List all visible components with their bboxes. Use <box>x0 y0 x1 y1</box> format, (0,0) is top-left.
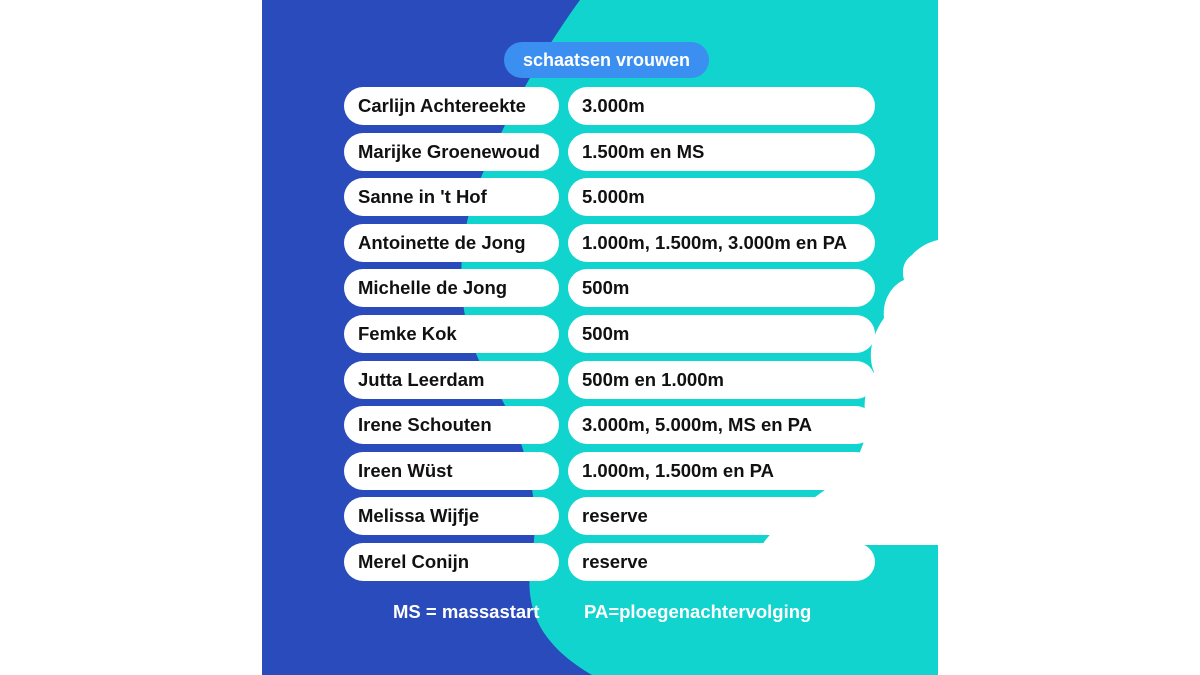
athlete-name: Merel Conijn <box>344 543 559 581</box>
athlete-row <box>344 269 876 307</box>
athlete-name: Michelle de Jong <box>344 269 559 307</box>
athlete-name: Carlijn Achtereekte <box>344 87 559 125</box>
athlete-events: 3.000m <box>568 87 875 125</box>
athlete-name: Jutta Leerdam <box>344 361 559 399</box>
legend-massastart: MS = massastart <box>393 601 540 622</box>
athlete-row <box>344 406 876 444</box>
athlete-row <box>344 543 876 581</box>
athlete-events: 1.000m, 1.500m, 3.000m en PA <box>568 224 875 262</box>
legend-ploegenachtervolging: PA=ploegenachtervolging <box>584 601 812 622</box>
athlete-row <box>344 497 876 535</box>
athlete-events: 500m <box>568 269 875 307</box>
athlete-row <box>344 315 876 353</box>
athlete-list <box>344 87 876 589</box>
athlete-row <box>344 452 876 490</box>
athlete-name: Ireen Wüst <box>344 452 559 490</box>
graphic-panel <box>262 0 938 675</box>
athlete-events: 500m <box>568 315 875 353</box>
athlete-name: Antoinette de Jong <box>344 224 559 262</box>
athlete-row <box>344 133 876 171</box>
athlete-name: Marijke Groenewoud <box>344 133 559 171</box>
athlete-events: 5.000m <box>568 178 875 216</box>
athlete-name: Melissa Wijfje <box>344 497 559 535</box>
athlete-name: Irene Schouten <box>344 406 559 444</box>
athlete-name: Femke Kok <box>344 315 559 353</box>
athlete-row <box>344 87 876 125</box>
athlete-events: 1.000m, 1.500m en PA <box>568 452 875 490</box>
title-badge: schaatsen vrouwen <box>504 42 709 78</box>
athlete-events: 3.000m, 5.000m, MS en PA <box>568 406 875 444</box>
athlete-name: Sanne in 't Hof <box>344 178 559 216</box>
athlete-events: 1.500m en MS <box>568 133 875 171</box>
athlete-row <box>344 224 876 262</box>
athlete-row <box>344 361 876 399</box>
athlete-events: reserve <box>568 543 875 581</box>
athlete-events: 500m en 1.000m <box>568 361 875 399</box>
athlete-events: reserve <box>568 497 875 535</box>
athlete-row <box>344 178 876 216</box>
